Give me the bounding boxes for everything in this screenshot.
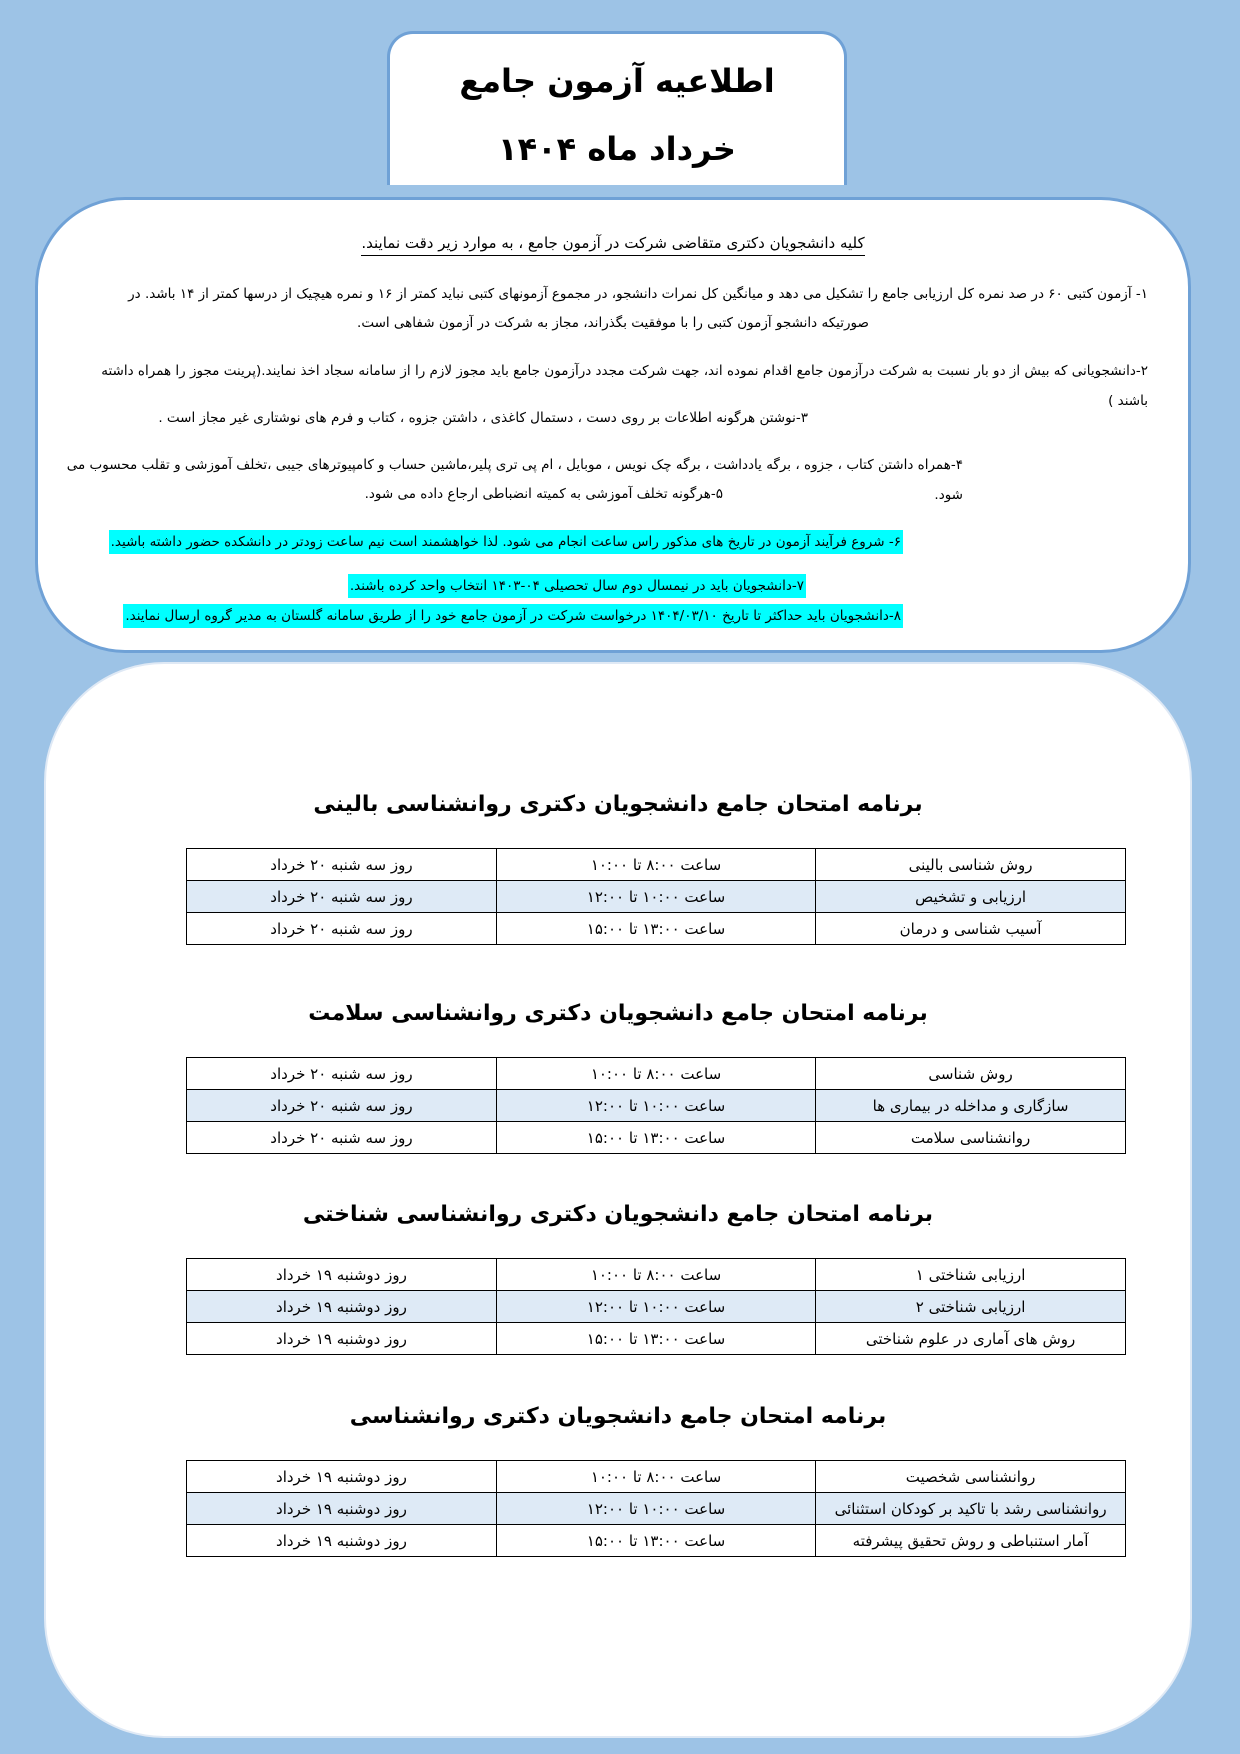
table-row — [187, 1493, 1126, 1525]
rule-1 — [78, 280, 1148, 338]
rule-5: ۵-هرگونه تخلف آموزشی به کمیته انضباطی ارجاع داده می شود. — [364, 486, 723, 502]
rule-6-text: ۶- شروع فرآیند آزمون در تاریخ های مذکور راس ساعت انجام می شود. لذا خواهشمند است نیم ساعت زودتر در دانشکده حضور داشته باشید. — [109, 530, 903, 554]
rule-8 — [123, 601, 903, 631]
course-cell: ارزیابی شناختی ۱ — [816, 1259, 1126, 1291]
day-cell: روز سه شنبه ۲۰ خرداد — [187, 881, 497, 913]
table-row — [187, 1461, 1126, 1493]
day-cell: روز سه شنبه ۲۰ خرداد — [187, 1058, 497, 1090]
table-row — [187, 1090, 1126, 1122]
day-cell: روز دوشنبه ۱۹ خرداد — [187, 1259, 497, 1291]
day-cell: روز سه شنبه ۲۰ خرداد — [187, 849, 497, 881]
table-row — [187, 1525, 1126, 1557]
course-cell: ارزیابی شناختی ۲ — [816, 1291, 1126, 1323]
schedule-table-cognitive — [186, 1258, 1126, 1355]
page-subtitle: خرداد ماه ۱۴۰۴ — [498, 130, 736, 168]
table-row — [187, 1122, 1126, 1154]
time-cell: ساعت ۱۰:۰۰ تا ۱۲:۰۰ — [496, 1493, 815, 1525]
rule-3: ۳-نوشتن هرگونه اطلاعات بر روی دست ، دستمال کاغذی ، داشتن جزوه ، کتاب و فرم های نوشتاری غیر مجاز است . — [158, 410, 808, 426]
title-box — [387, 31, 847, 185]
rule-6 — [109, 527, 903, 557]
course-cell: آسیب شناسی و درمان — [816, 913, 1126, 945]
time-cell: ساعت ۸:۰۰ تا ۱۰:۰۰ — [496, 849, 815, 881]
time-cell: ساعت ۱۰:۰۰ تا ۱۲:۰۰ — [496, 881, 815, 913]
rule-8-text: ۸-دانشجویان باید حداکثر تا تاریخ ۱۴۰۴/۰۳/۱۰ درخواست شرکت در آزمون جامع خود را از طریق سامانه گلستان به مدیر گروه ارسال نمایند. — [123, 604, 903, 628]
time-cell: ساعت ۱۳:۰۰ تا ۱۵:۰۰ — [496, 1525, 815, 1557]
day-cell: روز دوشنبه ۱۹ خرداد — [187, 1461, 497, 1493]
rule-4: ۴-همراه داشتن کتاب ، جزوه ، برگه یادداشت ، برگه چک نویس ، موبایل ، ام پی تری پلیر،ماشین حساب و کامپیوترهای جیبی ،تخلف آموزشی و تقلب محسوب می شود. — [66, 457, 963, 503]
course-cell: روش شناسی بالینی — [816, 849, 1126, 881]
day-cell: روز دوشنبه ۱۹ خرداد — [187, 1323, 497, 1355]
time-cell: ساعت ۸:۰۰ تا ۱۰:۰۰ — [496, 1058, 815, 1090]
rule-1-line-1: ۱- آزمون کتبی ۶۰ در صد نمره کل ارزیابی جامع را تشکیل می دهد و میانگین کل نمرات دانشجو، در مجموع آزمونهای کتبی نباید کمتر از ۱۶ و نمره هیچیک از درسها کمتر از ۱۴ باشد. در — [128, 286, 1148, 302]
table-row — [187, 1323, 1126, 1355]
course-cell: روش های آماری در علوم شناختی — [816, 1323, 1126, 1355]
course-cell: روانشناسی سلامت — [816, 1122, 1126, 1154]
course-cell: روش شناسی — [816, 1058, 1126, 1090]
time-cell: ساعت ۱۰:۰۰ تا ۱۲:۰۰ — [496, 1291, 815, 1323]
course-cell: سازگاری و مداخله در بیماری ها — [816, 1090, 1126, 1122]
day-cell: روز دوشنبه ۱۹ خرداد — [187, 1493, 497, 1525]
notice-intro — [38, 234, 1188, 252]
notice-intro-text: کلیه دانشجویان دکتری متقاضی شرکت در آزمون جامع ، به موارد زیر دقت نمایند. — [361, 234, 864, 256]
section-title-clinical: برنامه امتحان جامع دانشجویان دکتری روانشناسی بالینی — [313, 792, 923, 817]
notice-box — [35, 197, 1191, 653]
rule-7 — [348, 571, 806, 601]
page-title: اطلاعیه آزمون جامع — [459, 62, 775, 100]
day-cell: روز سه شنبه ۲۰ خرداد — [187, 1090, 497, 1122]
course-cell: ارزیابی و تشخیص — [816, 881, 1126, 913]
table-row — [187, 1058, 1126, 1090]
rule-7-text: ۷-دانشجویان باید در نیمسال دوم سال تحصیلی ۰۴-۱۴۰۳ انتخاب واحد کرده باشند. — [348, 574, 806, 598]
rule-2: ۲-دانشجویانی که بیش از دو بار نسبت به شرکت درآزمون جامع اقدام نموده اند، جهت شرکت مجدد درآزمون جامع باید مجوز لازم را از سامانه سجاد اخذ نمایند.(پرینت مجوز را همراه داشته باشند ) — [101, 363, 1148, 409]
schedule-table-general — [186, 1460, 1126, 1557]
course-cell: روانشناسی شخصیت — [816, 1461, 1126, 1493]
table-row — [187, 849, 1126, 881]
time-cell: ساعت ۱۳:۰۰ تا ۱۵:۰۰ — [496, 913, 815, 945]
time-cell: ساعت ۱۰:۰۰ تا ۱۲:۰۰ — [496, 1090, 815, 1122]
time-cell: ساعت ۸:۰۰ تا ۱۰:۰۰ — [496, 1259, 815, 1291]
schedule-table-clinical — [186, 848, 1126, 945]
course-cell: آمار استنباطی و روش تحقیق پیشرفته — [816, 1525, 1126, 1557]
rule-1-line-2: صورتیکه دانشجو آزمون کتبی را با موفقیت بگذراند، مجاز به شرکت در آزمون شفاهی است. — [357, 315, 869, 331]
day-cell: روز سه شنبه ۲۰ خرداد — [187, 1122, 497, 1154]
table-row — [187, 913, 1126, 945]
section-title-health: برنامه امتحان جامع دانشجویان دکتری روانشناسی سلامت — [308, 1001, 928, 1026]
schedule-table-health — [186, 1057, 1126, 1154]
section-title-cognitive: برنامه امتحان جامع دانشجویان دکتری روانشناسی شناختی — [302, 1202, 934, 1227]
time-cell: ساعت ۱۳:۰۰ تا ۱۵:۰۰ — [496, 1323, 815, 1355]
table-row — [187, 881, 1126, 913]
course-cell: روانشناسی رشد با تاکید بر کودکان استثنائی — [816, 1493, 1126, 1525]
section-title-general: برنامه امتحان جامع دانشجویان دکتری روانشناسی — [349, 1404, 887, 1429]
schedule-box — [44, 662, 1192, 1738]
time-cell: ساعت ۸:۰۰ تا ۱۰:۰۰ — [496, 1461, 815, 1493]
table-row — [187, 1259, 1126, 1291]
table-row — [187, 1291, 1126, 1323]
time-cell: ساعت ۱۳:۰۰ تا ۱۵:۰۰ — [496, 1122, 815, 1154]
day-cell: روز دوشنبه ۱۹ خرداد — [187, 1291, 497, 1323]
day-cell: روز سه شنبه ۲۰ خرداد — [187, 913, 497, 945]
day-cell: روز دوشنبه ۱۹ خرداد — [187, 1525, 497, 1557]
